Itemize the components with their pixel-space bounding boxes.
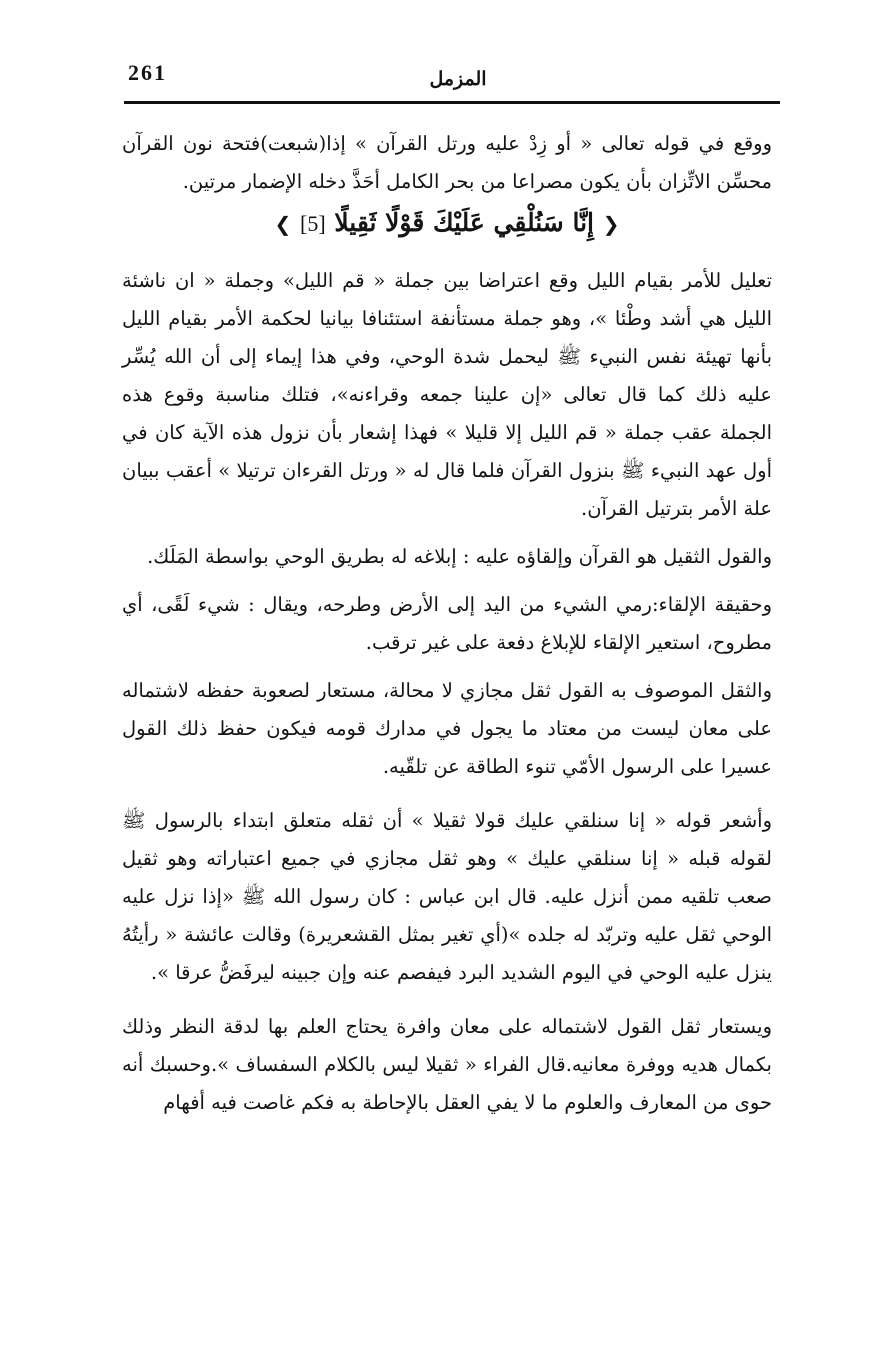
paragraph-meter-note: ووقع في قوله تعالى « أو زِدْ عليه ورتل القرآن » إذا(شبعت)فتحة نون القرآن محسِّن الاتِّزان بأن يكون مصراعا من بحر الكامل أحَذَّ دخله الإضمار مرتين. [122,132,772,193]
paragraph-hadith: وأشعر قوله « إنا سنلقي عليك قولا ثقيلا » أن ثقله متعلق ابتداء بالرسول ﷺ لقوله قبله « إنا سنلقي عليك » وهو ثقل مجازي في جميع اعتباراته وهو ثقيل صعب تلقيه ممن أنزل عليه. قال ابن عباس : كان رسول الله ﷺ «إذا نزل عليه الوحي ثقل عليه وتربّد له جلده »(أي تغير بمثل القشعريرة) وقالت عائشة « رأيتُهُ ينزل عليه الوحي في اليوم الشديد البرد فيفصم عنه وإن جبينه ليرفَضُّ عرقا ». [122,809,772,984]
paragraph-metaphor: والثقل الموصوف به القول ثقل مجازي لا محالة، مستعار لصعوبة حفظه لاشتماله على معان ليست من معتاد ما يجول في مدارك قومه فيكون حفظ ذلك القول عسيرا على الرسول الأمّي تنوء الطاقة عن تلقّيه. [122,679,772,778]
page-header [128,58,778,98]
verse-text: إِنَّا سَنُلْقِي عَلَيْكَ قَوْلًا ثَقِيلًا [334,208,594,237]
verse-number: [5] [300,211,326,236]
paragraph-heavy-word: والقول الثقيل هو القرآن وإلقاؤه عليه : إبلاغه له بطريق الوحي بواسطة المَلَك. [147,545,772,568]
page-body [122,125,772,1122]
verse-ornament-open: ❮ [602,212,620,236]
paragraph-meanings: ويستعار ثقل القول لاشتماله على معان وافرة يحتاج العلم بها لدقة النظر وذلك بكمال هديه ووفرة معانيه.قال الفراء « ثقيلا ليس بالكلام السفساف ».وحسبك أنه حوى من المعارف والعلوم ما لا يفي العقل بالإحاطة به فكم غاصت فيه أفهام [122,1015,772,1114]
quran-verse [122,201,772,246]
verse-ornament-close: ❯ [274,212,292,236]
header-divider [124,101,780,104]
paragraph-ilqa-meaning: وحقيقة الإلقاء:رمي الشيء من اليد إلى الأرض وطرحه، ويقال : شيء لَقًى، أي مطروح، استعير الإلقاء للإبلاغ دفعة على غير ترقب. [122,593,772,654]
paragraph-explanation: تعليل للأمر بقيام الليل وقع اعتراضا بين جملة « قم الليل» وجملة « ان ناشئة الليل هي أشد وطْئا »، وهو جملة مستأنفة استئنافا بيانيا لحكمة الأمر بقيام الليل بأنها تهيئة نفس النبيء ﷺ ليحمل شدة الوحي، وفي هذا إيماء إلى أن الله يُسِّر عليه ذلك كما قال تعالى «إن علينا جمعه وقراءنه»، فتلك مناسبة وقوع هذه الجملة عقب جملة « قم الليل إلا قليلا » فهذا إشعار بأن نزول هذه الآية كان في أول عهد النبيء ﷺ بنزول القرآن فلما قال له « ورتل القرءان ترتيلا » أعقب ببيان علة الأمر بترتيل القرآن. [122,269,772,520]
page-number: 261 [128,60,167,85]
running-title: المزمل [429,68,487,90]
